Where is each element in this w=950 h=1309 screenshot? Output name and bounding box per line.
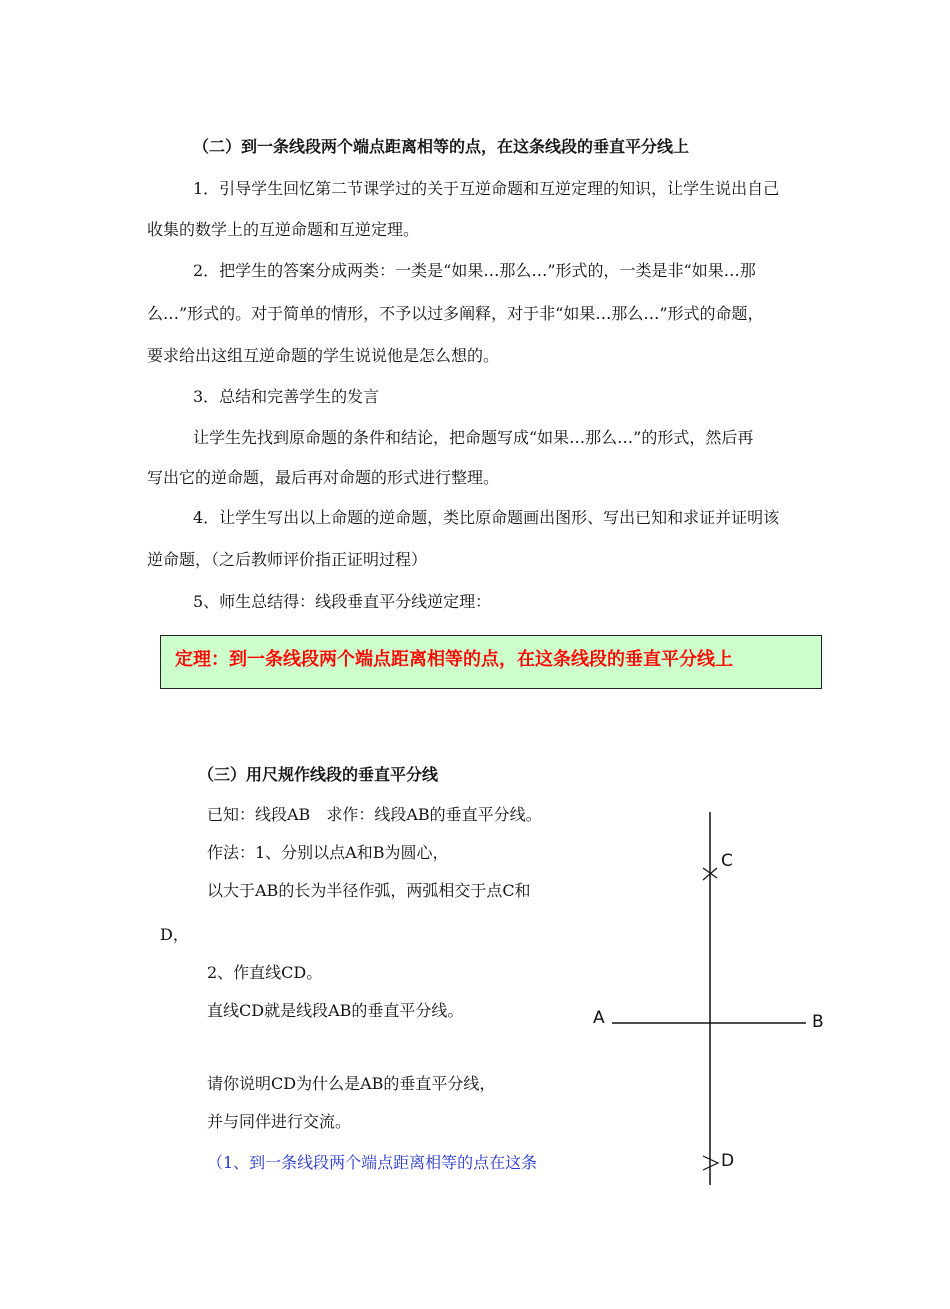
method-line-1: 作法：1、分别以点A和B为圆心， bbox=[207, 843, 449, 862]
paragraph-2-line-2: 么…”形式的。对于简单的情形，不予以过多阐释，对于非“如果…那么…”形式的命题， bbox=[147, 304, 764, 323]
paragraph-3b-line-2: 写出它的逆命题，最后再对命题的形式进行整理。 bbox=[147, 468, 500, 487]
hint-text: （1、到一条线段两个端点距离相等的点在这条 bbox=[207, 1153, 538, 1172]
label-c: C bbox=[721, 851, 733, 871]
question-line-1: 请你说明CD为什么是AB的垂直平分线， bbox=[207, 1074, 496, 1093]
method-line-2: 以大于AB的长为半径作弧，两弧相交于点C和 bbox=[207, 881, 531, 900]
label-a: A bbox=[593, 1008, 605, 1028]
step-2: 2、作直线CD。 bbox=[207, 963, 323, 982]
paragraph-5: 5、师生总结得：线段垂直平分线逆定理： bbox=[193, 592, 492, 611]
section3-heading: （三）用尺规作线段的垂直平分线 bbox=[198, 765, 439, 784]
paragraph-3b-line-1: 让学生先找到原命题的条件和结论，把命题写成“如果…那么…”的形式，然后再 bbox=[193, 428, 754, 447]
theorem-text: 定理：到一条线段两个端点距离相等的点，在这条线段的垂直平分线上 bbox=[175, 649, 733, 670]
question-line-2: 并与同伴进行交流。 bbox=[207, 1112, 352, 1131]
paragraph-3: 3．总结和完善学生的发言 bbox=[193, 387, 380, 406]
paragraph-1-line-1: 1．引导学生回忆第二节课学过的关于互逆命题和互逆定理的知识，让学生说出自己 bbox=[193, 179, 780, 198]
section2-heading: （二）到一条线段两个端点距离相等的点，在这条线段的垂直平分线上 bbox=[193, 137, 690, 156]
label-b: B bbox=[812, 1012, 824, 1032]
method-line-3: D， bbox=[160, 925, 189, 944]
conclusion: 直线CD就是线段AB的垂直平分线。 bbox=[207, 1001, 464, 1020]
label-d: D bbox=[721, 1151, 735, 1171]
paragraph-2-line-3: 要求给出这组互逆命题的学生说说他是怎么想的。 bbox=[147, 346, 500, 365]
paragraph-2-line-1: 2．把学生的答案分成两类：一类是“如果…那么…”形式的，一类是非“如果…那 bbox=[193, 261, 756, 280]
given-text: 已知：线段AB 求作：线段AB的垂直平分线。 bbox=[207, 805, 542, 824]
paragraph-4-line-2: 逆命题，（之后教师评价指正证明过程） bbox=[147, 550, 428, 569]
paragraph-1-line-2: 收集的数学上的互逆命题和互逆定理。 bbox=[147, 220, 420, 239]
paragraph-4-line-1: 4．让学生写出以上命题的逆命题，类比原命题画出图形、写出已知和求证并证明该 bbox=[193, 508, 780, 527]
